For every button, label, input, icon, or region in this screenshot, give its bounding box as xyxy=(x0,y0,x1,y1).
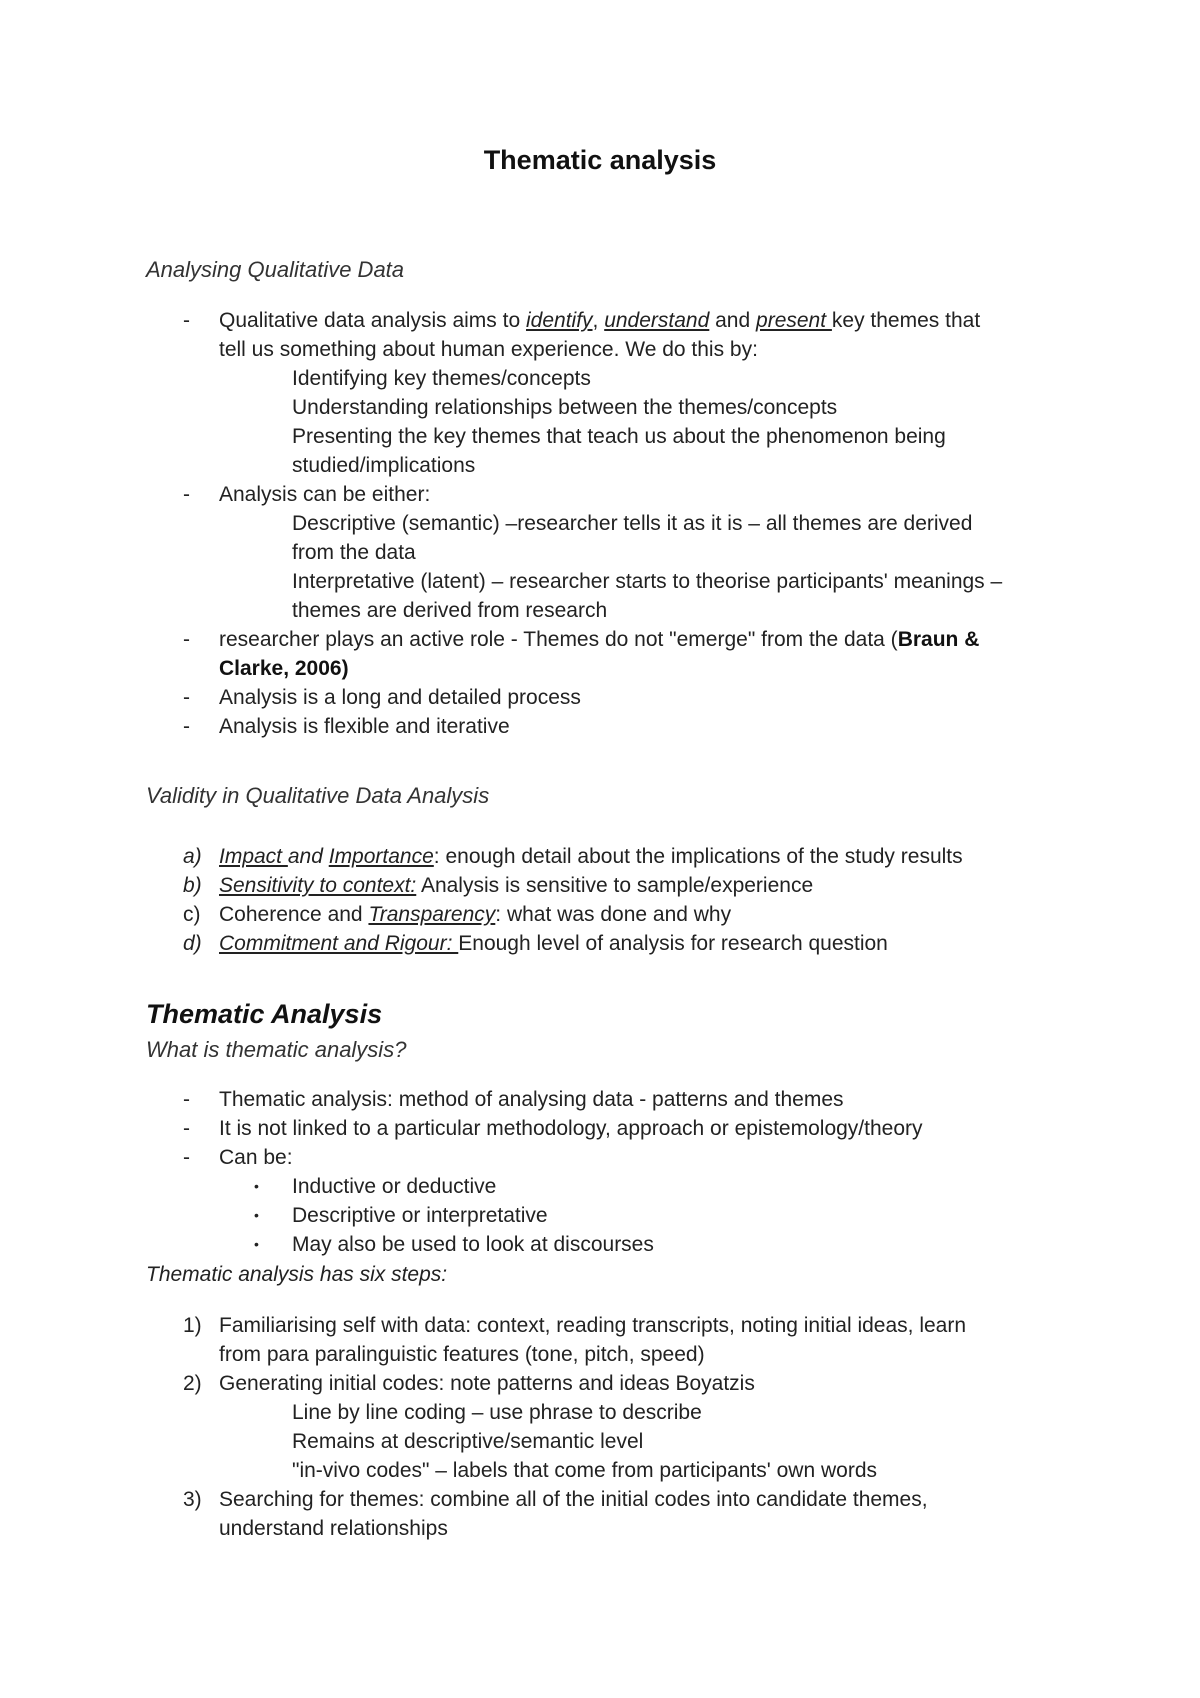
validity-item-coherence xyxy=(219,900,731,929)
sub-item: Descriptive (semantic) –researcher tells it as it is – all themes are derived xyxy=(292,512,973,535)
bullet-icon: • xyxy=(254,1236,259,1252)
list-item-text: and xyxy=(709,309,757,332)
list-marker: - xyxy=(183,483,190,506)
list-item: Thematic analysis: method of analysing data - patterns and themes xyxy=(219,1088,844,1111)
list-marker: - xyxy=(183,1088,190,1111)
emphasis-understand: understand xyxy=(604,309,710,332)
validity-item-impact xyxy=(219,842,963,871)
sub-item: studied/implications xyxy=(292,454,476,477)
step-item-continuation: understand relationships xyxy=(219,1517,448,1540)
sub-item: Presenting the key themes that teach us about the phenomenon being xyxy=(292,425,946,448)
list-marker: d) xyxy=(183,932,202,955)
validity-item-sensitivity xyxy=(219,871,813,900)
sub-item: Interpretative (latent) – researcher starts to theorise participants' meanings – xyxy=(292,570,1003,593)
emphasis-sensitivity: Sensitivity to context: xyxy=(219,874,417,897)
bullet-item: Descriptive or interpretative xyxy=(292,1204,548,1227)
section-subheading: What is thematic analysis? xyxy=(146,1037,407,1062)
sub-item: themes are derived from research xyxy=(292,599,608,622)
list-item-text: Enough level of analysis for research question xyxy=(458,932,888,955)
list-item-text: and xyxy=(287,845,329,868)
list-item-text: Coherence and xyxy=(219,903,369,926)
validity-item-commitment xyxy=(219,929,888,958)
list-item-aims xyxy=(219,306,980,335)
sub-item: Line by line coding – use phrase to describe xyxy=(292,1401,702,1424)
step-item-continuation: from para paralinguistic features (tone, pitch, speed) xyxy=(219,1343,705,1366)
steps-intro: Thematic analysis has six steps: xyxy=(146,1263,448,1286)
list-item-text: key themes that xyxy=(831,309,981,332)
step-item: Searching for themes: combine all of the initial codes into candidate themes, xyxy=(219,1488,928,1511)
list-marker: - xyxy=(183,628,190,651)
list-marker: - xyxy=(183,309,190,332)
list-marker: - xyxy=(183,715,190,738)
bullet-icon: • xyxy=(254,1178,259,1194)
section-heading-thematic: Thematic Analysis xyxy=(146,999,383,1029)
emphasis-transparency: Transparency xyxy=(368,903,496,926)
list-item-text: researcher plays an active role - Themes do not "emerge" from the data ( xyxy=(219,628,898,651)
list-item-text: Qualitative data analysis aims to xyxy=(219,309,526,332)
list-marker: - xyxy=(183,1146,190,1169)
list-marker: 1) xyxy=(183,1314,202,1337)
list-item-long-process: Analysis is a long and detailed process xyxy=(219,686,581,709)
step-item: Familiarising self with data: context, reading transcripts, noting initial ideas, learn xyxy=(219,1314,967,1337)
list-item-continuation: tell us something about human experience. We do this by: xyxy=(219,338,758,361)
list-marker: - xyxy=(183,686,190,709)
emphasis-impact: Impact xyxy=(219,845,288,868)
list-item-either: Analysis can be either: xyxy=(219,483,431,506)
list-marker: c) xyxy=(183,903,201,926)
sub-item: "in-vivo codes" – labels that come from participants' own words xyxy=(292,1459,878,1482)
emphasis-commitment: Commitment and Rigour: xyxy=(219,932,459,955)
bullet-item: Inductive or deductive xyxy=(292,1175,497,1198)
sub-item: Identifying key themes/concepts xyxy=(292,367,591,390)
citation: Clarke, 2006) xyxy=(219,657,349,680)
list-marker: 2) xyxy=(183,1372,202,1395)
list-item-text: : what was done and why xyxy=(495,903,732,926)
section-heading-validity: Validity in Qualitative Data Analysis xyxy=(146,783,490,808)
sub-item: from the data xyxy=(292,541,416,564)
list-item: Can be: xyxy=(219,1146,293,1169)
bullet-icon: • xyxy=(254,1207,259,1223)
bullet-item: May also be used to look at discourses xyxy=(292,1233,654,1256)
list-item-text: : enough detail about the implications of the study results xyxy=(433,845,963,868)
list-item-text: Analysis is sensitive to sample/experience xyxy=(416,874,814,897)
list-item-active-role xyxy=(219,625,979,654)
sub-item: Remains at descriptive/semantic level xyxy=(292,1430,644,1453)
list-item-text: , xyxy=(592,309,605,332)
list-marker: 3) xyxy=(183,1488,202,1511)
list-marker: - xyxy=(183,1117,190,1140)
list-item-flexible: Analysis is flexible and iterative xyxy=(219,715,510,738)
step-item: Generating initial codes: note patterns and ideas Boyatzis xyxy=(219,1372,755,1395)
list-marker: b) xyxy=(183,874,202,897)
emphasis-present: present xyxy=(756,309,832,332)
citation: Braun & xyxy=(897,628,980,651)
document-title: Thematic analysis xyxy=(483,145,717,175)
emphasis-importance: Importance xyxy=(328,845,434,868)
emphasis-identify: identify xyxy=(525,309,593,332)
list-marker: a) xyxy=(183,845,202,868)
list-item: It is not linked to a particular methodology, approach or epistemology/theory xyxy=(219,1117,923,1140)
sub-item: Understanding relationships between the themes/concepts xyxy=(292,396,838,419)
section-heading-analysing: Analysing Qualitative Data xyxy=(146,257,405,282)
